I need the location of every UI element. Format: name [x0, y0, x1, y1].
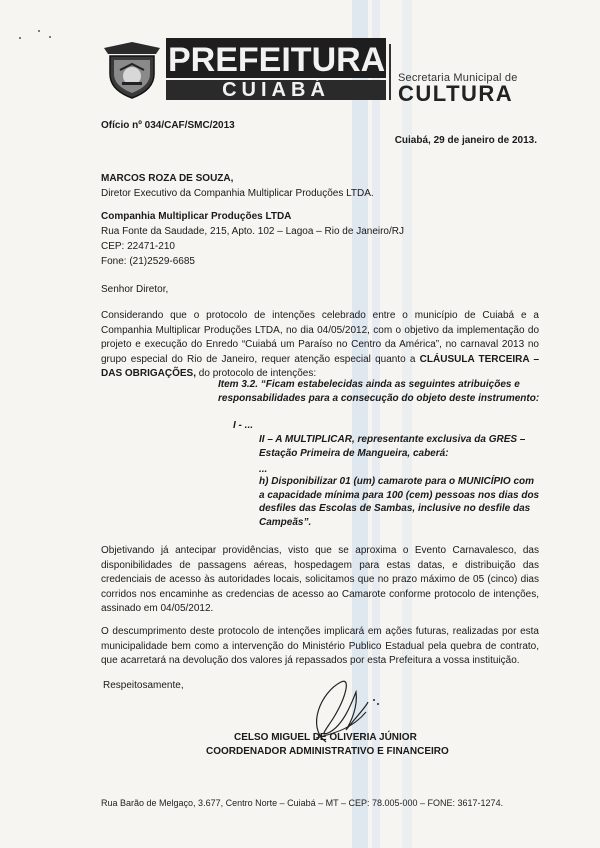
scan-speck: [49, 36, 51, 38]
company-name: Companhia Multiplicar Produções LTDA: [101, 211, 292, 222]
scan-speck: [19, 37, 21, 39]
footer-address: Rua Barão de Melgaço, 3.677, Centro Norte – Cuiabá – MT – CEP: 78.005-000 – FONE: 3617-1274.: [101, 798, 504, 808]
quoted-item-3-2: Item 3.2. “Ficam estabelecidas ainda as seguintes atribuições e responsabilidades para a consecução do objeto deste instrumento:: [218, 379, 540, 404]
quoted-item-i: I - ...: [233, 420, 253, 431]
recipient-name: MARCOS ROZA DE SOUZA,: [101, 173, 234, 184]
company-phone: Fone: (21)2529-6685: [101, 256, 195, 267]
paragraph-descumprimento: O descumprimento deste protocolo de intenções implicará em ações futuras, realizadas por esta municipalidade bem como a intervenção do Ministério Publico Estadual pela quebra de contrato, que acarretará na devolução dos valores já repassados por esta Prefeitura a vossa instituição.: [101, 626, 539, 667]
prefeitura-logo: [98, 38, 388, 102]
paragraph-text: Considerando que o protocolo de intenções celebrado entre o município de Cuiabá e a Companhia Multiplicar Produções LTDA, no dia 04/05/2012, com o objetivo da implementação do projeto e execução do Enredo “Cuiabá um Paraíso no Centro da América”, no carnaval 2013 no grupo especial do Rio de Janeiro, requer atenção especial quanto a: [101, 310, 539, 365]
company-cep: CEP: 22471-210: [101, 241, 175, 252]
scan-speck: [38, 30, 40, 32]
prefeitura-title: PREFEITURA: [166, 38, 386, 78]
clause-reference: CLÁUSULA TERCEIRA – DAS OBRIGAÇÕES,: [101, 353, 540, 380]
quoted-ellipsis: ...: [259, 464, 268, 475]
quoted-item-ii: II – A MULTIPLICAR, representante exclusiva da GRES – Estação Primeira de Mangueira, caberá:: [259, 434, 526, 459]
company-address-block: [101, 209, 404, 269]
letter-date: Cuiabá, 29 de janeiro de 2013.: [394, 135, 537, 146]
closing: Respeitosamente,: [103, 680, 184, 691]
recipient-role: Diretor Executivo da Companhia Multiplicar Produções LTDA.: [101, 188, 374, 199]
signer-title: COORDENADOR ADMINISTRATIVO E FINANCEIRO: [206, 746, 449, 757]
department-title: CULTURA: [398, 81, 514, 106]
salutation: Senhor Diretor,: [101, 284, 169, 295]
paragraph-considerando: [101, 309, 539, 382]
company-address: Rua Fonte da Saudade, 215, Apto. 102 – Lagoa – Rio de Janeiro/RJ: [101, 226, 404, 237]
signer-name: CELSO MIGUEL DE OLIVERIA JÚNIOR: [234, 732, 417, 743]
paragraph-text: do protocolo de intenções:: [196, 368, 317, 380]
paragraph-objetivando: Objetivando já antecipar providências, visto que se aproxima o Evento Carnavalesco, das disponibilidades de passagens aéreas, hospedagem para estas datas, e distribuição das credenciais de acesso às autoridades locais, solicitamos que no prazo máximo de 05 (cinco) dias corridos nos encaminhe as credencias de acesso ao Camarote conforme protocolo de intenções, assinado em 04/05/2012.: [101, 545, 539, 615]
municipal-crest-icon: [100, 40, 164, 100]
header-divider: [389, 44, 391, 100]
letter-reference: Ofício nº 034/CAF/SMC/2013: [101, 120, 235, 131]
city-name: CUIABÁ: [166, 80, 386, 100]
department-subtitle: Secretaria Municipal de: [398, 72, 518, 84]
quoted-item-h: h) Disponibilizar 01 (um) camarote para o MUNICÍPIO com a capacidade mínima para 100 (cem) pessoas nos dias dos desfiles das Escolas de Sambas, inclusive no desfile das Campeãs”.: [259, 476, 540, 528]
